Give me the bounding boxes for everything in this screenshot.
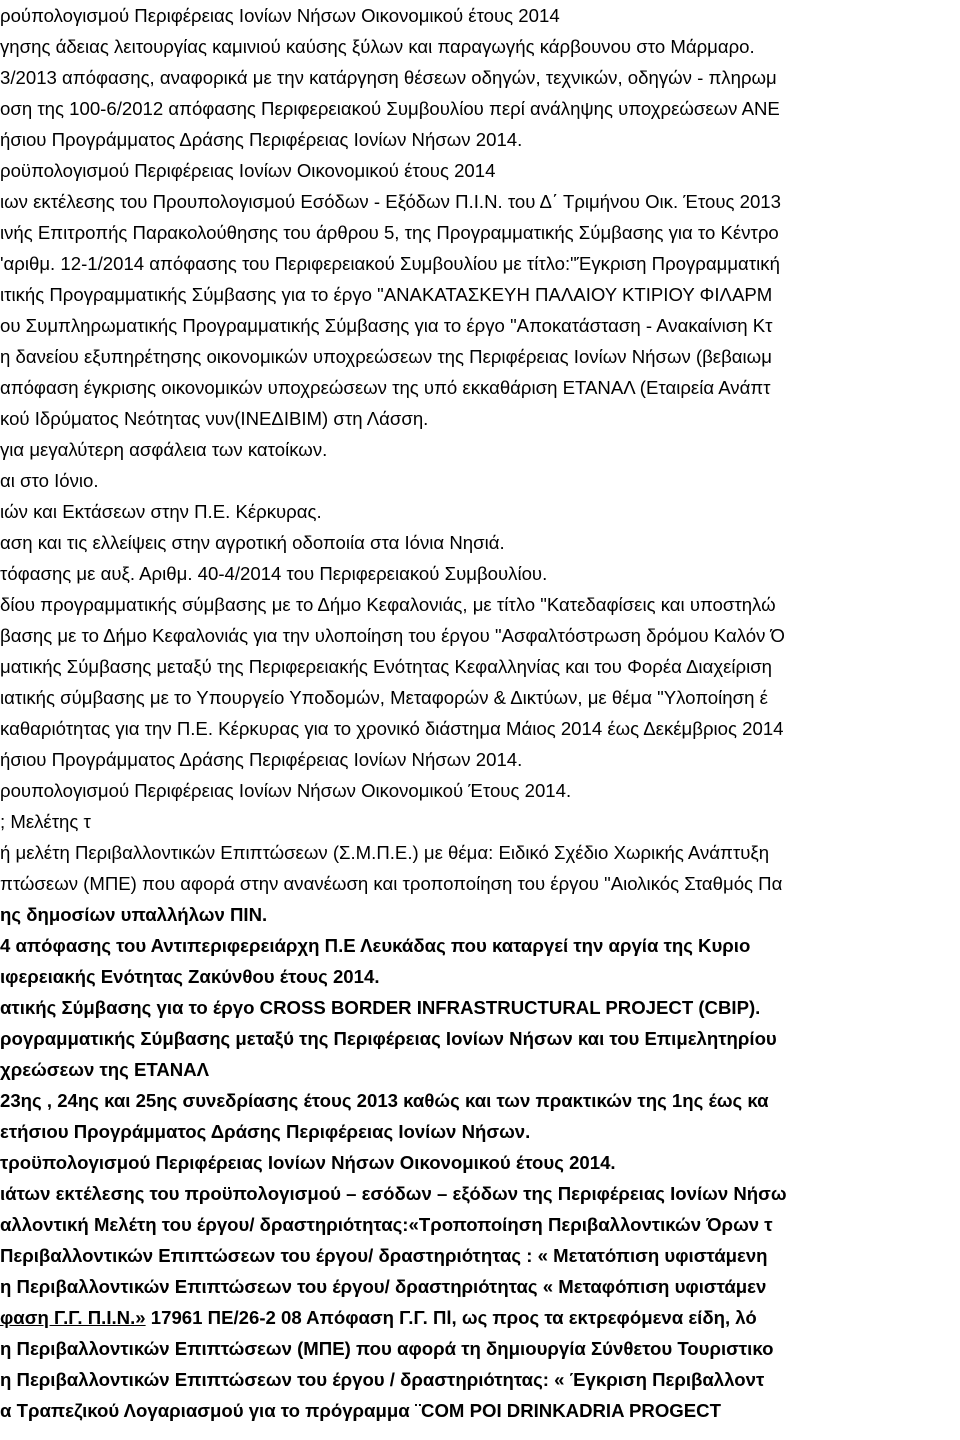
document-line: ήσιου Προγράμματος Δράσης Περιφέρειας Ιονίων Νήσων 2014. (0, 129, 523, 150)
document-line: ατικής Σύμβασης για το έργο CROSS BORDER INFRASTRUCTURAL PROJECT (CBIP). (0, 997, 761, 1018)
document-line: ροϋπολογισμού Περιφέρειας Ιονίων Οικονομικού έτους 2014 (0, 160, 496, 181)
document-line: για μεγαλύτερη ασφάλεια των κατοίκων. (0, 439, 328, 460)
document-line: ρογραμματικής Σύμβασης μεταξύ της Περιφέρειας Ιονίων Νήσων και του Επιμελητηρίου (0, 1028, 777, 1049)
document-line: φαση Γ.Γ. Π.Ι.Ν.» 17961 ΠΕ/26-2 08 Απόφαση Γ.Γ. Πl, ως προς τα εκτρεφόμενα είδη, λό (0, 1307, 757, 1328)
document-line: ης δημοσίων υπαλλήλων ΠΙΝ. (0, 904, 268, 925)
document-line: αλλοντική Μελέτη του έργου/ δραστηριότητας:«Τροποποίηση Περιβαλλοντικών Όρων τ (0, 1214, 773, 1235)
document-line: ιφερειακής Ενότητας Ζακύνθου έτους 2014. (0, 966, 380, 987)
document-line: Περιβαλλοντικών Επιπτώσεων του έργου/ δραστηριότητας : « Μετατόπιση υφιστάμενη (0, 1245, 768, 1266)
document-line: η Περιβαλλοντικών Επιπτώσεων του έργου/ δραστηριότητας « Μεταφόπιση υφιστάμεν (0, 1276, 767, 1297)
document-line: ρουπολογισμού Περιφέρειας Ιονίων Νήσων Οικονομικού Έτους 2014. (0, 780, 572, 801)
document-line: κού Ιδρύματος Νεότητας νυν(ΙΝΕΔΙΒΙΜ) στη Λάσση. (0, 408, 429, 429)
document-line: ινής Επιτροπής Παρακολούθησης του άρθρου 5, της Προγραμματικής Σύμβασης για το Κέντρο (0, 222, 779, 243)
document-line: πτώσεων (ΜΠΕ) που αφορά στην ανανέωση και τροποποίηση του έργου "Αιολικός Σταθμός Πα (0, 873, 783, 894)
underlined-fragment: φαση Γ.Γ. Π.Ι.Ν.» (0, 1307, 146, 1328)
document-line: απόφαση έγκρισης οικονομικών υποχρεώσεων της υπό εκκαθάριση ΕΤΑΝΑΛ (Εταιρεία Ανάπτ (0, 377, 771, 398)
document-line: 3/2013 απόφασης, αναφορικά με την κατάργηση θέσεων οδηγών, τεχνικών, οδηγών - πληρωμ (0, 67, 777, 88)
document-line: χρεώσεων της ΕΤΑΝΑΛ (0, 1059, 210, 1080)
document-line: η Περιβαλλοντικών Επιπτώσεων του έργου / δραστηριότητας: « Έγκριση Περιβαλλοντ (0, 1369, 765, 1390)
document-line: ιτικής Προγραμματικής Σύμβασης για το έργο "ΑΝΑΚΑΤΑΣΚΕΥΗ ΠΑΛΑΙΟΥ ΚΤΙΡΙΟΥ ΦΙΛΑΡΜ (0, 284, 773, 305)
document-line: ιατικής σύμβασης με το Υπουργείο Υποδομών, Μεταφορών & Δικτύων, με θέμα "Υλοποίηση έ (0, 687, 768, 708)
document-line: βασης με το Δήμο Κεφαλονιάς για την υλοποίηση του έργου "Ασφαλτόστρωση δρόμου Καλόν Ό (0, 625, 785, 646)
document-line: καθαριότητας για την Π.Ε. Κέρκυρας για το χρονικό διάστημα Μάιος 2014 έως Δεκέμβριος 2014 (0, 718, 784, 739)
document-line: ου Συμπληρωματικής Προγραμματικής Σύμβασης για το έργο "Αποκατάσταση - Ανακαίνιση Κτ (0, 315, 773, 336)
document-line: 'αριθμ. 12-1/2014 απόφασης του Περιφερειακού Συμβουλίου με τίτλο:"Έγκριση Προγραμματική (0, 253, 780, 274)
document-line: ρούπολογισμού Περιφέρειας Ιονίων Νήσων Οικονομικού έτους 2014 (0, 5, 560, 26)
document-line: ήσιου Προγράμματος Δράσης Περιφέρειας Ιονίων Νήσων 2014. (0, 749, 523, 770)
document-line: ματικής Σύμβασης μεταξύ της Περιφερειακής Ενότητας Κεφαλληνίας και του Φορέα Διαχείριση (0, 656, 773, 677)
document-line: τόφασης με αυξ. Αριθμ. 40-4/2014 του Περιφερειακού Συμβουλίου. (0, 563, 548, 584)
document-line: 23ης , 24ης και 25ης συνεδρίασης έτους 2013 καθώς και των πρακτικών της 1ης έως κα (0, 1090, 769, 1111)
document-line: ιάτων εκτέλεσης του προϋπολογισμού – εσόδων – εξόδων της Περιφέρειας Ιονίων Νήσω (0, 1183, 787, 1204)
document-line: ; Μελέτης τ (0, 811, 91, 832)
document-line: η Περιβαλλοντικών Επιπτώσεων (ΜΠΕ) που αφορά τη δημιουργία Σύνθετου Τουριστικο (0, 1338, 774, 1359)
document-line: ή μελέτη Περιβαλλοντικών Επιπτώσεων (Σ.Μ.Π.Ε.) με θέμα: Ειδικό Σχέδιο Χωρικής Ανάπτυξη (0, 842, 770, 863)
document-line: ιων εκτέλεσης του Προυπολογισμού Εσόδων - Εξόδων Π.Ι.Ν. του Δ΄ Τριμήνου Οικ. Έτους 2013 (0, 191, 781, 212)
document-line: α Τραπεζικού Λογαριασμού για το πρόγραμμα ¨COM POI DRINKADRIA PROGECT (0, 1400, 721, 1421)
document-line: 4 απόφασης του Αντιπεριφερειάρχη Π.Ε Λευκάδας που καταργεί την αργία της Κυριο (0, 935, 751, 956)
document-line: η δανείου εξυπηρέτησης οικονομικών υποχρεώσεων της Περιφέρειας Ιονίων Νήσων (βεβαιωμ (0, 346, 772, 367)
document-line: τροϋπολογισμού Περιφέρειας Ιονίων Νήσων Οικονομικού έτους 2014. (0, 1152, 616, 1173)
document-line: ιών και Εκτάσεων στην Π.Ε. Κέρκυρας. (0, 501, 322, 522)
document-line: αση και τις ελλείψεις στην αγροτική οδοποιία στα Ιόνια Νησιά. (0, 532, 505, 553)
document-line: οση της 100-6/2012 απόφασης Περιφερειακού Συμβουλίου περί ανάληψης υποχρεώσεων ΑΝΕ (0, 98, 780, 119)
document-line: ετήσιου Προγράμματος Δράσης Περιφέρειας Ιονίων Νήσων. (0, 1121, 531, 1142)
document-line: δίου προγραμματικής σύμβασης με το Δήμο Κεφαλονιάς, με τίτλο "Κατεδαφίσεις και υποστηλώ (0, 594, 776, 615)
document-line: αι στο Ιόνιο. (0, 470, 99, 491)
document-line: γησης άδειας λειτουργίας καμινιού καύσης ξύλων και παραγωγής κάρβουνου στο Μάρμαρο. (0, 36, 755, 57)
